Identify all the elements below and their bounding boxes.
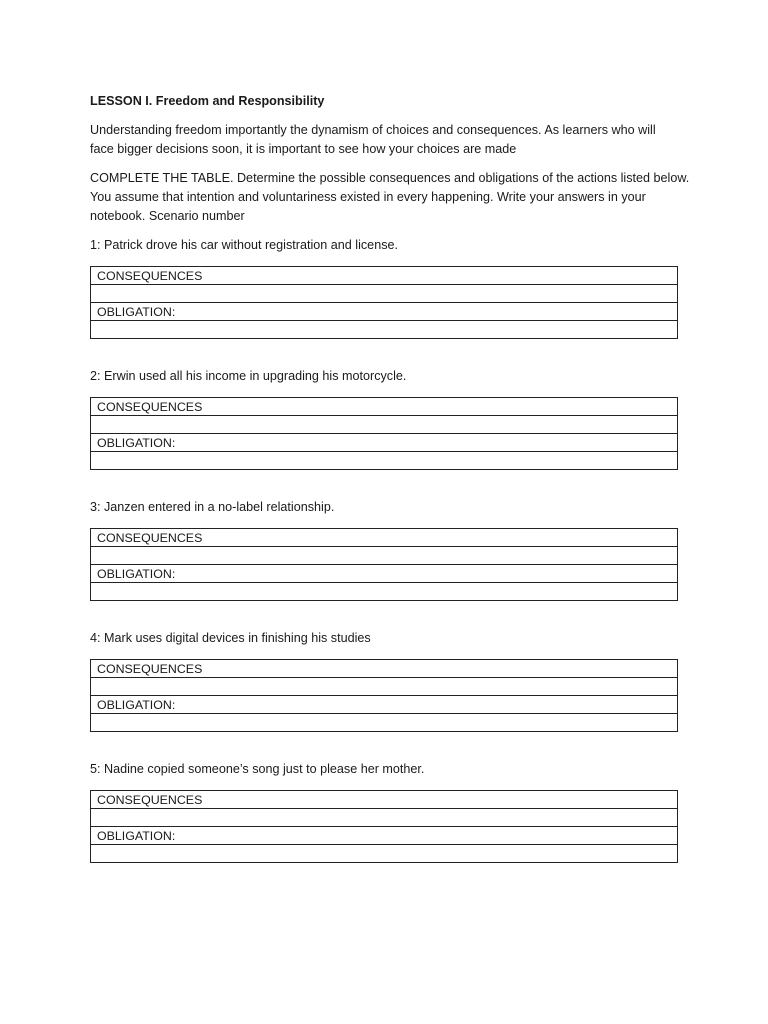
scenario-table	[90, 266, 678, 339]
obligation-label: OBLIGATION:	[91, 303, 678, 321]
consequences-answer-cell[interactable]	[91, 678, 678, 696]
scenario-table	[90, 397, 678, 470]
scenario-table	[90, 659, 678, 732]
scenario-text: 1: Patrick drove his car without registration and license.	[90, 238, 398, 252]
intro-line: Understanding freedom importantly the dynamism of choices and consequences. As learners who will	[90, 123, 656, 137]
obligation-answer-cell[interactable]	[91, 321, 678, 339]
consequences-answer-cell[interactable]	[91, 809, 678, 827]
consequences-label: CONSEQUENCES	[91, 267, 678, 285]
consequences-label: CONSEQUENCES	[91, 398, 678, 416]
scenario-table	[90, 790, 678, 863]
scenario-table	[90, 528, 678, 601]
intro-line: face bigger decisions soon, it is important to see how your choices are made	[90, 142, 517, 156]
scenario-text: 2: Erwin used all his income in upgrading his motorcycle.	[90, 369, 407, 383]
obligation-label: OBLIGATION:	[91, 827, 678, 845]
obligation-answer-cell[interactable]	[91, 845, 678, 863]
scenario-text: 3: Janzen entered in a no-label relationship.	[90, 500, 335, 514]
instruction-line: You assume that intention and voluntariness existed in every happening. Write your answers in your	[90, 190, 646, 204]
consequences-label: CONSEQUENCES	[91, 791, 678, 809]
consequences-answer-cell[interactable]	[91, 416, 678, 434]
consequences-label: CONSEQUENCES	[91, 660, 678, 678]
instruction-line: COMPLETE THE TABLE. Determine the possible consequences and obligations of the actions listed below.	[90, 171, 690, 185]
consequences-answer-cell[interactable]	[91, 285, 678, 303]
lesson-title: LESSON I. Freedom and Responsibility	[90, 94, 325, 108]
scenario-text: 4: Mark uses digital devices in finishing his studies	[90, 631, 371, 645]
intro-paragraph	[90, 121, 690, 159]
scenario-text: 5: Nadine copied someone’s song just to please her mother.	[90, 762, 425, 776]
instruction-paragraph	[90, 169, 690, 226]
obligation-label: OBLIGATION:	[91, 696, 678, 714]
obligation-answer-cell[interactable]	[91, 583, 678, 601]
consequences-answer-cell[interactable]	[91, 547, 678, 565]
obligation-answer-cell[interactable]	[91, 714, 678, 732]
obligation-answer-cell[interactable]	[91, 452, 678, 470]
obligation-label: OBLIGATION:	[91, 565, 678, 583]
consequences-label: CONSEQUENCES	[91, 529, 678, 547]
instruction-line: notebook. Scenario number	[90, 209, 245, 223]
obligation-label: OBLIGATION:	[91, 434, 678, 452]
